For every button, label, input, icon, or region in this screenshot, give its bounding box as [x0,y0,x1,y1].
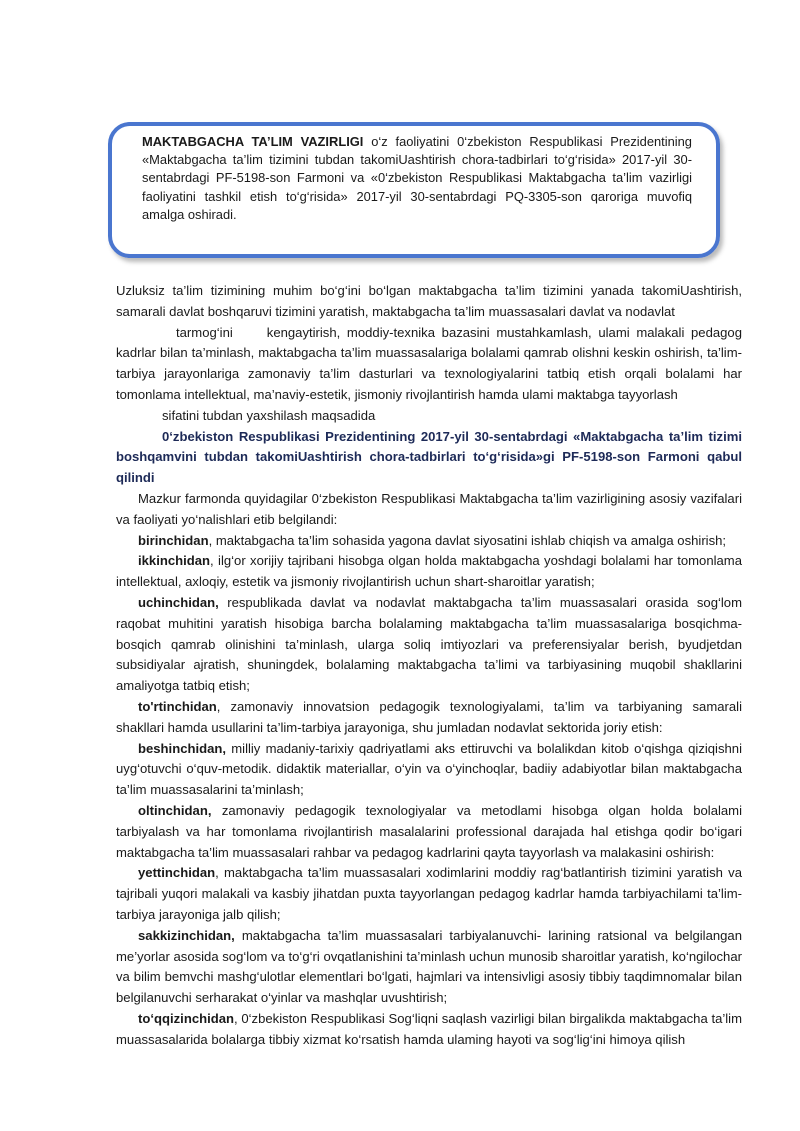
intro-text-1: Uzluksiz ta’lim tizimining muhim bo‘g‘ini bo‘lgan maktabgacha ta’lim tizimini yanada takomiUashtirish, samarali davlat boshqaruvi tizimini yaratish, maktabgacha ta’lim muassasalari davlat va nodavlat [116,283,742,319]
task-item [116,1009,742,1051]
task-text: , 0‘zbekiston Respublikasi Sog‘liqni saqlash vazirligi bilan birgalikda maktabgacha ta’lim muassasalarida bolalarga tibbiy xizmat ko‘rsatish hamda ulaming hayoti va sog‘lig‘ini himoya qilish [116,1010,742,1047]
task-label: sakkizinchidan, [138,927,235,943]
task-item [116,551,742,593]
task-text: milliy madaniy-tarixiy qadriyatlami aks ettiruvchi va bolalikdan kitob o‘qishga qiziqishni uyg‘otuvchi o‘quv-metodik. didaktik materiallar, o‘yin va o‘yinchoqlar, badiiy adabiyotlar bilan maktabgacha ta’lim muassasalarini ta’minlash; [116,740,742,798]
intro-paragraph [116,281,742,406]
task-item [116,531,742,552]
task-item [116,697,742,739]
document-body [116,281,742,1050]
intro-text-2a: tarmog‘ini [176,324,233,340]
task-text: respublikada davlat va nodavlat maktabgacha ta’lim muassasalari orasida sog‘lom raqobat muhitini yaratish hisobiga barcha bolalaming maktabgacha ta’lim muassasalariga bosqichma-bosqich qamrab olinishini ta’minlash, ularga soliq imtiyozlari va preferensiyalar berish, byudjetdan subsidiyalar ajratish, shuningdek, bolalaming maktabgacha ta’limi va tarbiyasining muqobil shakllarini amaliyotga tatbiq etish; [116,594,742,694]
task-text: zamonaviy pedagogik texnologiyalar va metodlami hisobga olgan holda bolalami tarbiyalash va har tomonlama rivojlantirish masalalarini professional darajada hal etishga qodir bo‘igari maktabgacha ta’lim muassasalari rahbar va pedagog kadrlarini qayta tayyorlash va malakasini oshirish: [116,802,742,860]
intro-purpose: sifatini tubdan yaxshilash maqsadida [162,407,376,423]
task-label: yettinchidan [138,865,216,881]
task-label: oltinchidan, [138,802,212,818]
task-item [116,863,742,925]
task-label: to‘qqizinchidan [138,1010,235,1026]
task-label: birinchidan [138,532,209,548]
task-item [116,593,742,697]
highlight-box-text [142,133,692,224]
task-text: , maktabgacha ta’lim muassasalari xodimlarini moddiy rag‘batlantirish tizimini yaratish va tajribali yuqori malakali va kasbiy jihatdan puxta tayyorlangan pedagog kadrlar hamda tarbiyachilami ta’lim-tarbiya jarayoniga jalb qilish; [116,865,742,922]
task-item [116,801,742,863]
task-text: , zamonaviy innovatsion pedagogik texnologiyalami, ta’lim va tarbiyaning samarali shakllari hamda usullarini ta’lim-tarbiya jarayoniga, shu jumladan nodavlat sektorida joriy etish: [116,698,742,735]
task-item [116,926,742,1009]
task-label: ikkinchidan [138,553,211,569]
ministry-heading: MAKTABGACHA TA’LIM VAZIRLIGI [142,134,364,149]
ministry-description: o‘z faoliyatini 0‘zbekiston Respublikasi Prezidentining «Maktabgacha ta’lim tizimini tubdan takomiUashtirish chora-tadbirlari to‘g‘risida» 2017-yil 30-sentabrdagi PF-5198-son Farmoni va «0‘zbekiston Respublikasi Maktabgacha ta’lim vazirligi faoliyatini tashkil etish to‘g‘risida» 2017-yil 30-sentabrdagi PQ-3305-son qaroriga muvofiq amalga oshiradi. [142,134,692,222]
task-label: beshinchidan, [138,740,227,756]
intro-text-2b: kengaytirish, moddiy-texnika bazasini mustahkamlash, ulami malakali pedagog kadrlar bilan ta’minlash, maktabgacha ta’lim muassasalariga bolalami qamrab olishni keskin oshirish, ta’lim-tarbiya jarayonlariga zamonaviy ta’lim dasturlari va texnologiyalarini tatbiq etish orqali bolalami har tomonlama intellektual, ma’naviy-estetik, jismoniy rivojlantirish hamda ulami maktabga tayyorlash [116,324,742,402]
task-label: to'rtinchidan [138,698,217,714]
decree-statement: 0‘zbekiston Respublikasi Prezidentining 2017-yil 30-sentabrdagi «Maktabgacha ta’lim tizimi boshqamvini tubdan takomiUashtirish chora-tadbirlari to‘g‘risida»gi PF-5198-son Farmoni qabul qilindi [116,428,742,486]
task-label: uchinchidan, [138,594,219,610]
task-text: , maktabgacha ta’lim sohasida yagona davlat siyosatini ishlab chiqish va amalga oshirish; [208,532,727,548]
task-text: maktabgacha ta’lim muassasalari tarbiyalanuvchi- larining ratsional va belgilangan me’yorlar asosida sog‘lom va to‘g‘ri ovqatlanishini ta’minlash uchun munosib sharoitlar yaratish, ko‘ngilochar va bilim bemvchi mashg‘ulotlar elementlari bo‘lgati, hajmlari va intensivligi asosiy tibbiy taqdimnomalar bilan belgilanuvchi serharakat o‘yinlar va mashqlar uvushtirish; [116,927,742,1006]
lead-paragraph: Mazkur farmonda quyidagilar 0‘zbekiston Respublikasi Maktabgacha ta’lim vazirligining asosiy vazifalari va faoliyati yo‘nalishlari etib belgilandi: [116,490,742,527]
task-text: , ilg‘or xorijiy tajribani hisobga olgan holda maktabgacha yoshdagi bolalami har tomonlama intellektual, axloqiy, estetik va jismoniy rivojlantirish uchun shart-sharoitlar yaratish; [116,553,742,590]
task-item [116,739,742,801]
